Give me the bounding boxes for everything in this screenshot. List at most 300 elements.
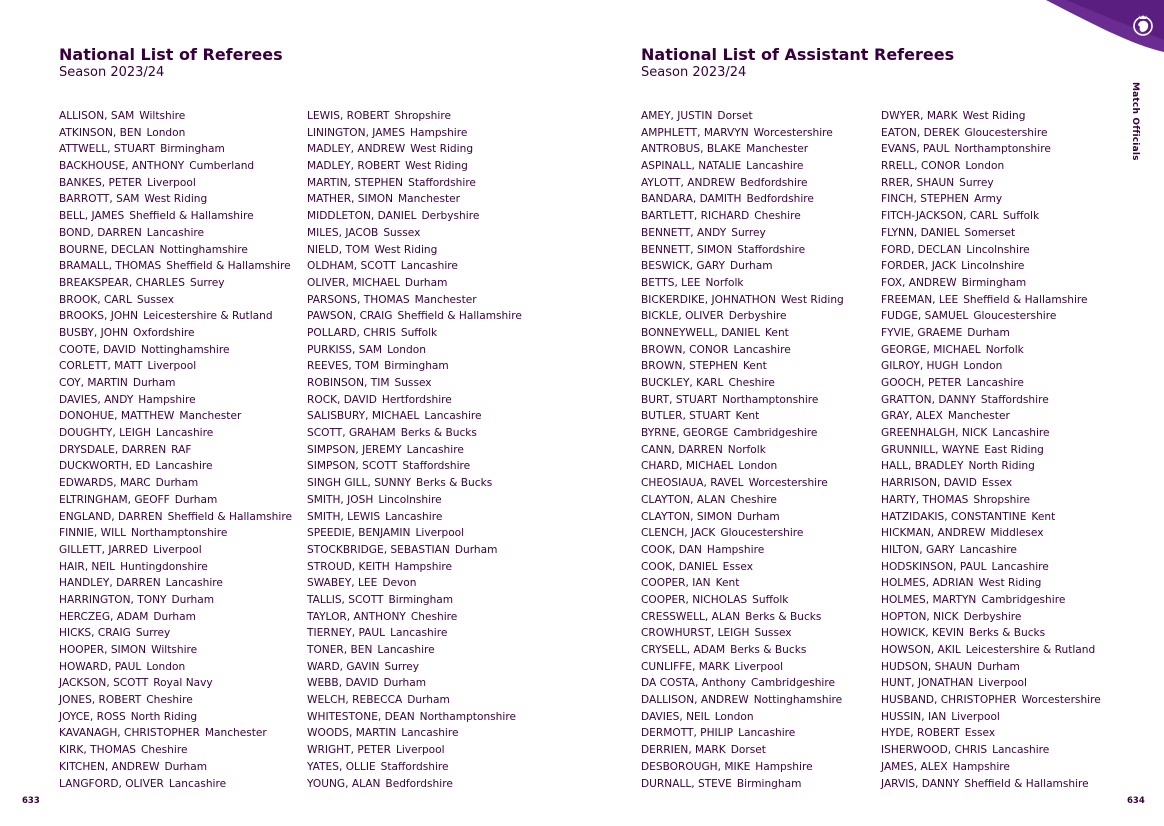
page-subtitle-assistant-referees: Season 2023/24 (641, 65, 747, 80)
official-county: Derbyshire (728, 310, 787, 323)
official-county: Devon (382, 577, 417, 590)
official-county: Cheshire (410, 610, 458, 623)
official-name: KITCHEN, ANDREW (59, 760, 160, 773)
official-county: Liverpool (951, 710, 1000, 723)
official-name: FINNIE, WILL (59, 527, 127, 540)
official-name: JARVIS, DANNY (881, 777, 960, 790)
list-item (881, 292, 1101, 309)
official-county: Manchester (398, 193, 460, 206)
official-county: Cheshire (146, 694, 193, 707)
list-item (881, 692, 1101, 709)
official-name: COOPER, NICHOLAS (641, 593, 748, 606)
official-county: Suffolk (752, 593, 789, 606)
official-name: ISHERWOOD, CHRIS (881, 744, 988, 757)
official-county: Sheffield & Hallamshire (167, 510, 292, 523)
official-name: RRER, SHAUN (881, 176, 955, 189)
official-name: CLAYTON, ALAN (641, 493, 726, 506)
official-name: CANN, DARREN (641, 443, 723, 456)
official-county: Nottinghamshire (753, 694, 843, 707)
list-item (59, 475, 292, 492)
list-item (307, 625, 522, 642)
official-name: ELTRINGHAM, GEOFF (59, 493, 170, 506)
official-name: PAWSON, CRAIG (307, 310, 393, 323)
official-name: HARTY, THOMAS (881, 493, 969, 506)
official-county: Derbyshire (963, 610, 1022, 623)
list-item (59, 425, 292, 442)
official-name: HICKMAN, ANDREW (881, 527, 986, 540)
list-item (59, 108, 292, 125)
list-item (59, 358, 292, 375)
official-county: Cumberland (189, 160, 255, 173)
official-county: Surrey (384, 660, 420, 673)
official-county: Leicestershire & Rutland (965, 644, 1096, 656)
official-county: Lancashire (966, 377, 1024, 389)
list-item (641, 308, 844, 325)
official-county: Lancashire (959, 543, 1017, 556)
list-item (59, 675, 292, 692)
official-name: DA COSTA, Anthony (641, 677, 746, 690)
list-item (881, 742, 1101, 759)
official-county: Wiltshire (151, 644, 198, 656)
list-item (881, 625, 1101, 642)
list-item (307, 709, 522, 726)
list-item (307, 442, 522, 459)
official-county: Lancashire (390, 627, 448, 640)
list-item (307, 609, 522, 626)
official-county: Sheffield & Hallamshire (964, 777, 1089, 790)
list-item (59, 258, 292, 275)
list-item (641, 509, 844, 526)
official-county: Lancashire (401, 727, 459, 740)
official-county: London (714, 710, 754, 723)
official-county: Hertfordshire (381, 393, 452, 406)
list-item (641, 642, 844, 659)
official-county: Sussex (394, 377, 432, 389)
list-item (307, 742, 522, 759)
list-item (59, 191, 292, 208)
official-name: SCOTT, GRAHAM (307, 427, 396, 440)
official-county: Worcestershire (1021, 694, 1101, 707)
list-item (59, 242, 292, 259)
official-county: Liverpool (978, 677, 1027, 690)
list-item (59, 342, 292, 359)
official-county: Northamptonshire (419, 710, 516, 723)
official-name: FYVIE, GRAEME (881, 326, 963, 339)
official-county: Birmingham (160, 143, 225, 156)
official-county: Cambridgeshire (733, 427, 818, 440)
list-item (881, 759, 1101, 776)
official-county: Durham (404, 276, 448, 289)
list-item (307, 392, 522, 409)
official-county: Hampshire (706, 543, 765, 556)
official-name: HOLMES, ADRIAN (881, 577, 974, 590)
list-item (881, 408, 1101, 425)
official-county: Birmingham (388, 593, 454, 606)
list-item (881, 525, 1101, 542)
official-county: Essex (981, 477, 1013, 490)
official-name: ROCK, DAVID (307, 393, 377, 406)
official-county: Berks & Bucks (730, 644, 807, 656)
official-county: North Riding (130, 710, 198, 723)
official-county: West Riding (410, 143, 474, 156)
list-item (307, 108, 522, 125)
list-item (641, 442, 844, 459)
list-item (59, 609, 292, 626)
official-county: Surrey (189, 276, 225, 289)
list-item (307, 325, 522, 342)
official-name: ATTWELL, STUART (59, 143, 156, 156)
official-name: SINGH GILL, SUNNY (307, 477, 411, 490)
list-item (641, 559, 844, 576)
list-item (307, 175, 522, 192)
official-name: HYDE, ROBERT (881, 727, 960, 740)
official-county: Hampshire (138, 393, 196, 406)
official-name: CHARD, MICHAEL (641, 460, 734, 473)
list-item (881, 442, 1101, 459)
official-name: HODSKINSON, PAUL (881, 560, 987, 573)
official-county: Army (974, 193, 1003, 206)
official-name: LININGTON, JAMES (307, 126, 406, 139)
official-county: London (146, 660, 186, 673)
official-name: YATES, OLLIE (307, 760, 376, 773)
official-name: HARRINGTON, TONY (59, 593, 167, 606)
list-item (59, 525, 292, 542)
list-item (641, 458, 844, 475)
official-name: KAVANAGH, CHRISTOPHER (59, 727, 200, 740)
official-county: Wiltshire (139, 110, 186, 122)
official-name: BYRNE, GEORGE (641, 427, 729, 440)
list-item (59, 208, 292, 225)
official-name: SALISBURY, MICHAEL (307, 410, 420, 423)
official-county: Sheffield & Hallamshire (963, 293, 1088, 306)
official-county: Sheffield & Hallamshire (129, 210, 254, 223)
official-county: West Riding (978, 577, 1042, 590)
official-name: BONNEYWELL, DANIEL (641, 326, 761, 339)
list-item (881, 308, 1101, 325)
list-item (881, 509, 1101, 526)
list-item (59, 742, 292, 759)
official-county: Manchester (947, 410, 1010, 423)
list-item (307, 258, 522, 275)
list-item (641, 475, 844, 492)
list-item (307, 492, 522, 509)
official-county: Lancashire (400, 260, 458, 273)
list-item (307, 208, 522, 225)
official-county: Durham (977, 660, 1020, 673)
official-name: JACKSON, SCOTT (59, 677, 149, 690)
official-name: WOODS, MARTIN (307, 727, 397, 740)
official-name: CUNLIFFE, MARK (641, 660, 730, 673)
official-county: Manchester (746, 143, 809, 156)
official-county: Gloucestershire (964, 126, 1048, 139)
official-county: Durham (132, 377, 176, 389)
list-item (307, 642, 522, 659)
official-county: Huntingdonshire (120, 560, 208, 573)
official-county: Staffordshire (408, 176, 476, 189)
list-item (641, 408, 844, 425)
official-county: West Riding (780, 293, 844, 306)
list-item (307, 191, 522, 208)
list-item (881, 208, 1101, 225)
list-item (59, 592, 292, 609)
official-county: Hampshire (394, 560, 453, 573)
official-name: CLENCH, JACK (641, 527, 716, 540)
official-county: Hampshire (410, 126, 468, 139)
list-item (641, 141, 844, 158)
official-name: BROWN, CONOR (641, 343, 729, 356)
official-county: North Riding (968, 460, 1035, 473)
official-name: CRESSWELL, ALAN (641, 610, 741, 623)
official-name: BOURNE, DECLAN (59, 243, 155, 256)
official-name: LANGFORD, OLIVER (59, 777, 164, 790)
official-name: BREAKSPEAR, CHARLES (59, 276, 185, 289)
list-item (641, 776, 844, 793)
official-county: Lancashire (156, 427, 214, 440)
official-county: Kent (735, 410, 760, 423)
official-county: Oxfordshire (133, 326, 195, 339)
official-name: DERRIEN, MARK (641, 744, 726, 757)
official-county: Durham (967, 326, 1010, 339)
official-name: JOYCE, ROSS (59, 710, 126, 723)
list-item (59, 275, 292, 292)
list-item (307, 659, 522, 676)
official-county: Durham (383, 677, 427, 690)
list-item (307, 592, 522, 609)
list-item (59, 408, 292, 425)
official-name: BANDARA, DAMITH (641, 193, 742, 206)
official-name: SMITH, LEWIS (307, 510, 381, 523)
official-county: Sheffield & Hallamshire (166, 260, 291, 273)
list-item (59, 575, 292, 592)
list-item (59, 492, 292, 509)
list-item (881, 392, 1101, 409)
official-name: BUCKLEY, KARL (641, 377, 724, 389)
official-name: BARROTT, SAM (59, 193, 140, 206)
list-item (881, 642, 1101, 659)
official-county: Durham (407, 694, 450, 707)
official-name: WELCH, REBECCA (307, 694, 403, 707)
official-name: EATON, DEREK (881, 126, 960, 139)
list-item (641, 492, 844, 509)
official-name: HOOPER, SIMON (59, 644, 147, 656)
list-item (641, 542, 844, 559)
list-item (641, 175, 844, 192)
official-name: RRELL, CONOR (881, 160, 961, 173)
list-item (59, 125, 292, 142)
list-item (307, 458, 522, 475)
official-name: DURNALL, STEVE (641, 777, 732, 790)
official-name: PURKISS, SAM (307, 343, 383, 356)
list-item (641, 342, 844, 359)
official-name: NIELD, TOM (307, 243, 370, 256)
official-name: COOTE, DAVID (59, 343, 137, 356)
list-item (59, 392, 292, 409)
official-name: GILROY, HUGH (881, 360, 959, 373)
official-name: GOOCH, PETER (881, 377, 962, 389)
official-name: ANTROBUS, BLAKE (641, 143, 742, 156)
official-name: HICKS, CRAIG (59, 627, 131, 640)
official-name: ALLISON, SAM (59, 110, 135, 122)
official-county: West Riding (405, 160, 468, 173)
official-county: Bedfordshire (740, 176, 808, 189)
official-name: JAMES, ALEX (881, 760, 948, 773)
official-name: BENNETT, ANDY (641, 226, 727, 239)
list-item (641, 609, 844, 626)
list-item (641, 242, 844, 259)
list-item (307, 275, 522, 292)
official-county: Surrey (731, 226, 766, 239)
official-county: Lancashire (424, 410, 482, 423)
list-item (307, 692, 522, 709)
list-item (641, 725, 844, 742)
official-county: Berks & Bucks (416, 477, 493, 490)
official-name: COOK, DAN (641, 543, 702, 556)
official-county: London (738, 460, 778, 473)
list-item (881, 225, 1101, 242)
official-county: Kent (715, 577, 740, 590)
list-item (641, 692, 844, 709)
official-county: Somerset (964, 226, 1016, 239)
official-name: HUSBAND, CHRISTOPHER (881, 694, 1017, 707)
official-name: STOCKBRIDGE, SEBASTIAN (307, 543, 450, 556)
official-name: MADLEY, ROBERT (307, 160, 401, 173)
list-item (59, 542, 292, 559)
list-item (59, 642, 292, 659)
list-item (881, 125, 1101, 142)
official-name: ATKINSON, BEN (59, 126, 142, 139)
official-name: BURT, STUART (641, 393, 718, 406)
assistant-referees-column-2 (881, 108, 1101, 792)
list-item (59, 759, 292, 776)
official-county: Gloucestershire (973, 310, 1057, 323)
official-name: GRUNNILL, WAYNE (881, 443, 980, 456)
section-side-label: Match Officials (1130, 82, 1140, 161)
official-name: MATHER, SIMON (307, 193, 394, 206)
official-name: HUDSON, SHAUN (881, 660, 973, 673)
official-name: REEVES, TOM (307, 360, 380, 373)
list-item (641, 575, 844, 592)
official-name: MADLEY, ANDREW (307, 143, 406, 156)
official-county: Middlesex (990, 527, 1044, 540)
official-county: RAF (171, 443, 192, 456)
list-item (307, 358, 522, 375)
official-county: Lincolnshire (961, 260, 1025, 273)
official-county: Sheffield & Hallamshire (397, 310, 522, 323)
official-name: FINCH, STEPHEN (881, 193, 970, 206)
official-county: Berks & Bucks (400, 427, 477, 440)
official-name: BUSBY, JOHN (59, 326, 128, 339)
official-county: Lancashire (146, 226, 205, 239)
official-county: Hampshire (755, 760, 813, 773)
official-county: Surrey (959, 176, 994, 189)
list-item (881, 425, 1101, 442)
official-name: DAVIES, NEIL (641, 710, 710, 723)
official-name: SMITH, JOSH (307, 493, 374, 506)
official-county: Leicestershire & Rutland (143, 310, 273, 323)
official-county: Derbyshire (421, 210, 480, 223)
official-name: CHEOSIAUA, RAVEL (641, 477, 744, 490)
official-name: LEWIS, ROBERT (307, 110, 390, 122)
official-name: HAIR, NEIL (59, 560, 116, 573)
official-county: Nottinghamshire (141, 343, 230, 356)
official-name: ENGLAND, DARREN (59, 510, 163, 523)
official-county: Manchester (414, 293, 477, 306)
list-item (59, 692, 292, 709)
official-county: Durham (171, 593, 215, 606)
list-item (881, 542, 1101, 559)
list-item (881, 725, 1101, 742)
list-item (307, 675, 522, 692)
list-item (641, 709, 844, 726)
list-item (307, 509, 522, 526)
official-county: Birmingham (961, 276, 1027, 289)
official-county: Liverpool (734, 660, 784, 673)
official-name: WEBB, DAVID (307, 677, 379, 690)
list-item (641, 625, 844, 642)
official-county: Essex (722, 560, 753, 573)
official-county: Lancashire (385, 510, 443, 523)
official-county: Shropshire (394, 110, 451, 122)
official-county: Durham (454, 543, 498, 556)
official-county: West Riding (962, 110, 1026, 122)
list-item (641, 125, 844, 142)
list-item (59, 158, 292, 175)
official-name: HOWARD, PAUL (59, 660, 142, 673)
official-county: Staffordshire (737, 243, 806, 256)
official-county: Durham (155, 477, 199, 490)
official-name: GRAY, ALEX (881, 410, 943, 423)
official-name: EDWARDS, MARC (59, 477, 151, 490)
page-title-assistant-referees: National List of Assistant Referees (641, 45, 955, 64)
official-name: JONES, ROBERT (59, 694, 142, 707)
list-item (59, 625, 292, 642)
official-county: Lancashire (991, 560, 1049, 573)
official-name: DUCKWORTH, ED (59, 460, 151, 473)
official-county: Sussex (754, 627, 792, 640)
list-item (881, 609, 1101, 626)
official-county: Northamptonshire (954, 143, 1051, 156)
official-county: Liverpool (153, 543, 202, 556)
official-name: AMEY, JUSTIN (641, 110, 713, 122)
list-item (307, 342, 522, 359)
official-county: Sussex (383, 226, 421, 239)
official-name: SIMPSON, SCOTT (307, 460, 398, 473)
list-item (59, 225, 292, 242)
official-name: SPEEDIE, BENJAMIN (307, 527, 411, 540)
official-county: Lancashire (168, 777, 227, 790)
official-name: WARD, GAVIN (307, 660, 380, 673)
list-item (881, 175, 1101, 192)
official-name: MARTIN, STEPHEN (307, 176, 404, 189)
official-county: Suffolk (400, 326, 438, 339)
official-name: BRAMALL, THOMAS (59, 260, 162, 273)
official-name: DAVIES, ANDY (59, 393, 134, 406)
official-name: BICKLE, OLIVER (641, 310, 724, 323)
official-name: EVANS, PAUL (881, 143, 950, 156)
official-name: BELL, JAMES (59, 210, 125, 223)
official-name: BROWN, STEPHEN (641, 360, 738, 373)
list-item (641, 392, 844, 409)
list-item (307, 225, 522, 242)
official-county: Lancashire (165, 577, 223, 590)
official-county: Cheshire (141, 744, 188, 757)
official-name: SIMPSON, JEREMY (307, 443, 402, 456)
list-item (641, 425, 844, 442)
list-item (307, 408, 522, 425)
official-name: MIDDLETON, DANIEL (307, 210, 417, 223)
list-item (59, 442, 292, 459)
list-item (881, 242, 1101, 259)
